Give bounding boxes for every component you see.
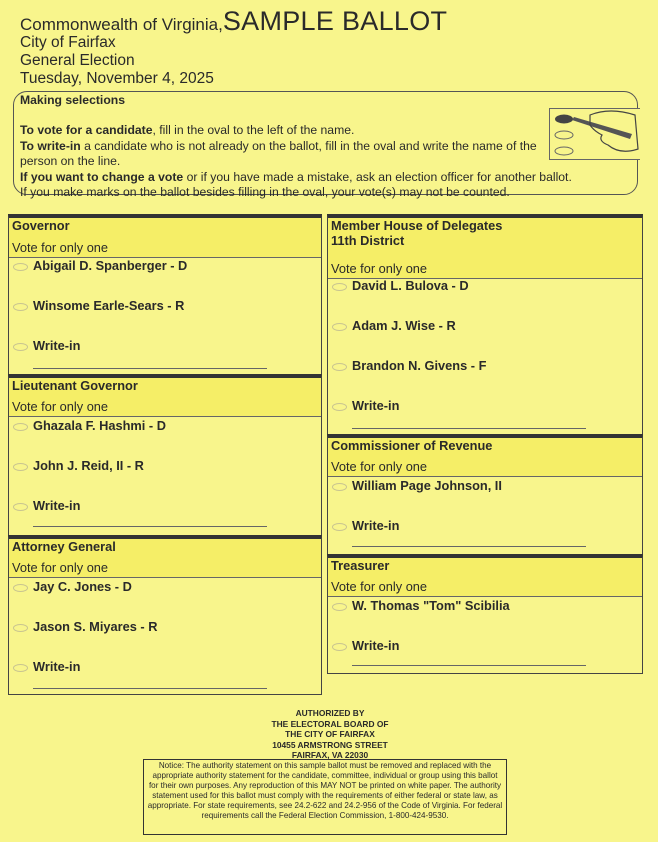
write-in-line[interactable]: [33, 688, 267, 689]
contest-treasurer: [327, 554, 643, 674]
contest-header: [9, 218, 321, 258]
contest-house-of-delegates: [327, 214, 643, 436]
oval-icon[interactable]: [13, 303, 28, 311]
district-title: 11th District: [331, 233, 405, 248]
instr-text: If you make marks on the ballot besides filling in the oval, your vote(s) may not be counted.: [20, 185, 510, 200]
candidate-name: David L. Bulova - D: [352, 278, 469, 293]
auth-line: AUTHORIZED BY: [295, 708, 365, 718]
notice-box: Notice: The authority statement on this sample ballot must be removed and replaced with the appropriate authority statement for the candidate, committee, individual or group using this ballot for their own purposes. Any reproduction of this MAY NOT be printed on white paper. The authority statement used for this ballot must comply with the requirements of either federal or state law, as appropriate. For state requirements, see 24.2-622 and 24.2-956 of the Code of Virginia. For federal requirements call the Federal Election Commission, 1-800-424-9530.: [143, 759, 507, 835]
candidate-option[interactable]: [328, 278, 642, 298]
state-name: Commonwealth of Virginia,: [20, 15, 223, 34]
instr-text: or if you have made a mistake, ask an election officer for another ballot.: [183, 169, 572, 184]
candidate-name: Write-in: [33, 498, 81, 513]
write-in-option[interactable]: [9, 498, 321, 518]
office-title: Attorney General: [12, 539, 116, 554]
office-title: Commissioner of Revenue: [331, 438, 493, 453]
contest-header: [9, 539, 321, 578]
candidate-option[interactable]: [9, 579, 321, 599]
oval-icon[interactable]: [332, 363, 347, 371]
candidate-name: Write-in: [352, 518, 400, 533]
candidate-name: William Page Johnson, II: [352, 478, 502, 493]
candidate-option[interactable]: [9, 458, 321, 478]
candidate-option[interactable]: [9, 619, 321, 639]
write-in-option[interactable]: [9, 659, 321, 679]
auth-line: FAIRFAX, VA 22030: [291, 750, 369, 760]
contest-commissioner-of-revenue: [327, 434, 643, 555]
office-title: Governor: [12, 218, 70, 233]
election-type: General Election: [20, 52, 135, 69]
vote-instruction: Vote for only one: [331, 579, 428, 594]
instructions-title: Making selections: [20, 93, 125, 107]
candidate-option[interactable]: [328, 358, 642, 378]
office-title: Lieutenant Governor: [12, 378, 138, 393]
instr-bold: If you want to change a vote: [20, 169, 184, 184]
oval-icon[interactable]: [332, 323, 347, 331]
candidate-option[interactable]: [328, 318, 642, 338]
write-in-line[interactable]: [33, 526, 267, 527]
office-title: Member House of Delegates: [331, 218, 503, 233]
oval-icon[interactable]: [332, 523, 347, 531]
write-in-line[interactable]: [352, 428, 586, 429]
candidate-name: Adam J. Wise - R: [352, 318, 456, 333]
candidate-option[interactable]: [9, 418, 321, 438]
locality: City of Fairfax: [20, 34, 116, 51]
oval-icon[interactable]: [13, 503, 28, 511]
candidate-name: Write-in: [33, 659, 81, 674]
candidate-option[interactable]: [328, 598, 642, 618]
contest-header: [328, 558, 642, 597]
write-in-option[interactable]: [328, 398, 642, 418]
contest-header: [328, 438, 642, 477]
candidate-option[interactable]: [9, 298, 321, 318]
instr-bold: To vote for a candidate: [20, 123, 153, 138]
write-in-line[interactable]: [352, 546, 586, 547]
candidate-name: Brandon N. Givens - F: [352, 358, 487, 373]
office-title: Treasurer: [331, 558, 390, 573]
candidate-option[interactable]: [328, 478, 642, 498]
hand-filling-oval-icon: [549, 108, 640, 160]
oval-icon[interactable]: [13, 263, 28, 271]
candidate-name: Write-in: [352, 398, 400, 413]
candidate-name: Jay C. Jones - D: [33, 579, 132, 594]
oval-icon[interactable]: [332, 643, 347, 651]
oval-icon[interactable]: [13, 624, 28, 632]
oval-icon[interactable]: [13, 584, 28, 592]
write-in-line[interactable]: [352, 665, 586, 666]
vote-instruction: Vote for only one: [12, 240, 109, 255]
oval-icon[interactable]: [332, 483, 347, 491]
ballot-title: SAMPLE BALLOT: [222, 6, 448, 36]
election-date: Tuesday, November 4, 2025: [20, 70, 214, 87]
ballot-header: [20, 6, 448, 88]
write-in-option[interactable]: [9, 338, 321, 358]
contest-header: [9, 378, 321, 417]
instr-bold: To write-in: [20, 138, 81, 153]
candidate-option[interactable]: [9, 258, 321, 278]
contest-attorney-general: [8, 535, 322, 695]
candidate-name: Write-in: [352, 638, 400, 653]
oval-icon[interactable]: [332, 283, 347, 291]
contest-governor: [8, 214, 322, 376]
write-in-line[interactable]: [33, 368, 267, 369]
instr-text: , fill in the oval to the left of the name.: [152, 123, 355, 138]
auth-line: THE ELECTORAL BOARD OF: [271, 718, 389, 729]
authorization-statement: [180, 708, 480, 761]
oval-icon[interactable]: [332, 403, 347, 411]
candidate-name: John J. Reid, II - R: [33, 458, 144, 473]
vote-instruction: Vote for only one: [12, 560, 109, 575]
instructions-box: [13, 91, 638, 200]
instr-text: person on the line.: [20, 154, 121, 169]
oval-icon[interactable]: [13, 463, 28, 471]
instr-text: a candidate who is not already on the ballot, fill in the oval and write the name of the: [80, 138, 537, 153]
oval-icon[interactable]: [13, 423, 28, 431]
vote-instruction: Vote for only one: [331, 261, 428, 276]
write-in-option[interactable]: [328, 518, 642, 538]
candidate-name: Winsome Earle-Sears - R: [33, 298, 185, 313]
oval-icon[interactable]: [332, 603, 347, 611]
oval-icon[interactable]: [13, 343, 28, 351]
candidate-name: W. Thomas "Tom" Scibilia: [352, 598, 510, 613]
auth-line: THE CITY OF FAIRFAX: [285, 729, 375, 739]
write-in-option[interactable]: [328, 638, 642, 658]
contest-header: [328, 218, 642, 279]
contest-lieutenant-governor: [8, 374, 322, 536]
candidate-name: Write-in: [33, 338, 81, 353]
candidate-name: Jason S. Miyares - R: [33, 619, 158, 634]
oval-icon[interactable]: [13, 664, 28, 672]
candidate-name: Abigail D. Spanberger - D: [33, 258, 188, 273]
vote-instruction: Vote for only one: [12, 399, 109, 414]
auth-line: 10455 ARMSTRONG STREET: [272, 739, 388, 750]
vote-instruction: Vote for only one: [331, 459, 428, 474]
candidate-name: Ghazala F. Hashmi - D: [33, 418, 166, 433]
